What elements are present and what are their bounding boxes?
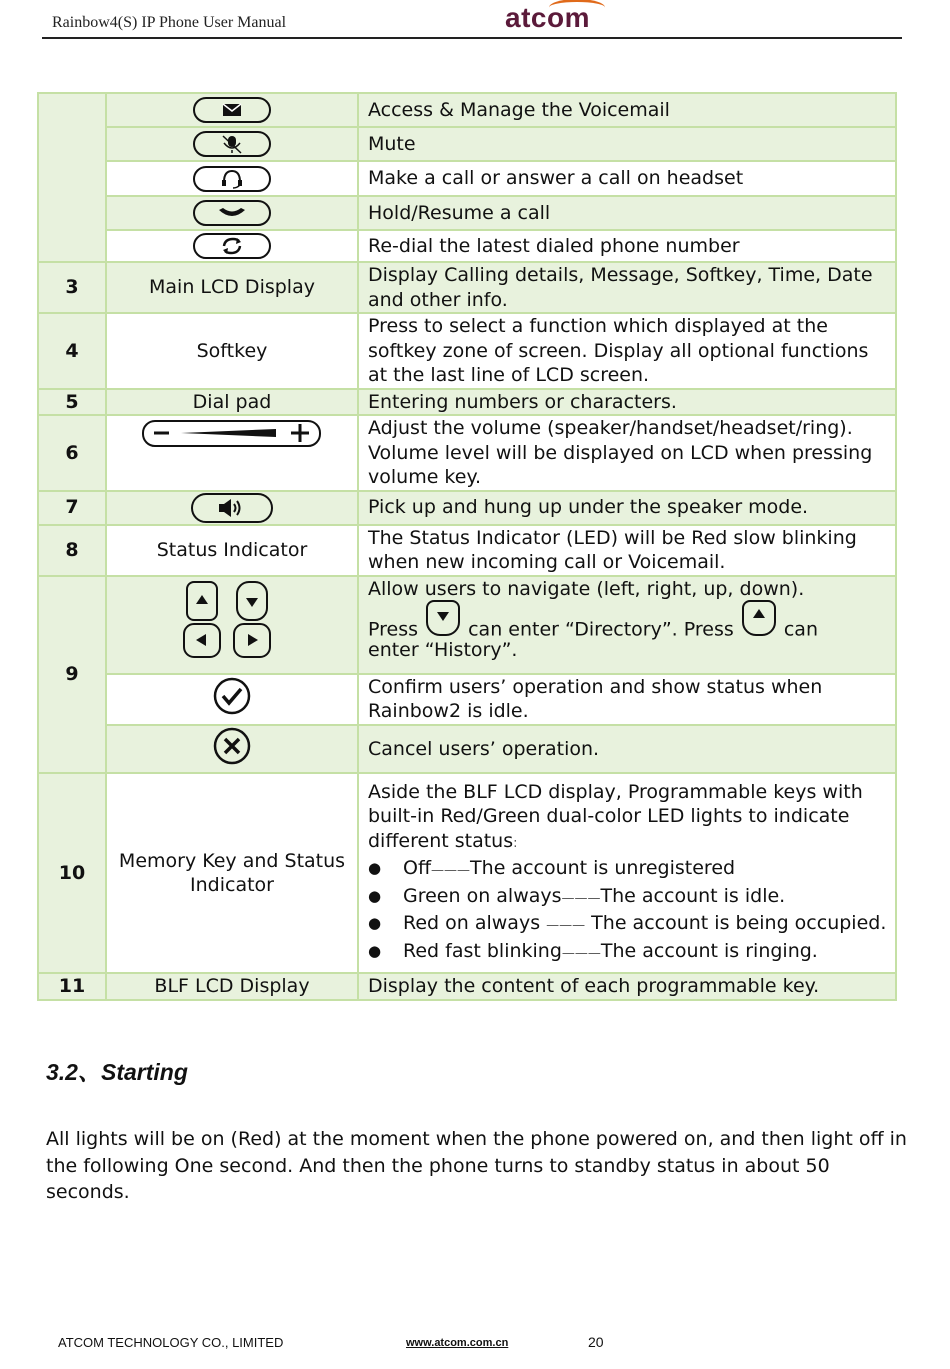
table-row: [38, 161, 896, 196]
table-row: [38, 525, 896, 576]
volume-key: [106, 415, 358, 491]
speaker-key: [106, 491, 358, 525]
press-line: [368, 612, 889, 648]
confirm-desc: Confirm users’ operation and show status when Rainbow2 is idle.: [358, 674, 896, 725]
row-number: 5: [38, 389, 106, 416]
atcom-logo: atcom: [505, 2, 590, 34]
press-label: Press: [368, 618, 419, 641]
footer-url-link[interactable]: www.atcom.com.cn: [406, 1337, 509, 1349]
headset-key: [106, 161, 358, 196]
list-item: ● Red on always ——— The account is being occupied.: [368, 911, 889, 939]
down-key-icon: [426, 600, 460, 636]
row-number: 8: [38, 525, 106, 576]
memory-key-desc: [358, 773, 896, 973]
row-number: 4: [38, 313, 106, 389]
navigation-keys: [106, 576, 358, 674]
row-number: 9: [38, 576, 106, 774]
table-row: [38, 491, 896, 525]
table-row: [38, 415, 896, 491]
header-rule: [42, 37, 902, 39]
table-row: [38, 313, 896, 389]
can-text: can: [783, 618, 818, 641]
row-number: 11: [38, 973, 106, 1000]
up-key-icon: [742, 600, 776, 636]
table-row: [38, 127, 896, 161]
redial-key: [106, 230, 358, 262]
status-list: [368, 856, 889, 966]
cancel-x-icon: [212, 726, 252, 766]
table-row: [38, 196, 896, 230]
mute-icon: [193, 131, 271, 157]
component-desc: Adjust the volume (speaker/handset/headset/ring). Volume level will be displayed on LCD when pressing volume key.: [358, 415, 896, 491]
table-row: [38, 389, 896, 416]
hold-key: [106, 196, 358, 230]
redial-icon: [193, 233, 271, 259]
component-desc: Display Calling details, Message, Softkey, Time, Date and other info.: [358, 262, 896, 313]
directory-text: can enter “Directory”. Press: [468, 618, 734, 641]
manual-title: Rainbow4(S) IP Phone User Manual: [52, 14, 287, 31]
component-name: Memory Key and Status Indicator: [106, 773, 358, 973]
component-name: Dial pad: [106, 389, 358, 416]
list-item: ● Red fast blinking———The account is ringing.: [368, 939, 889, 967]
confirm-check-icon: [212, 676, 252, 716]
redial-desc: Re-dial the latest dialed phone number: [358, 230, 896, 262]
memory-key-intro: Aside the BLF LCD display, Programmable keys with built-in Red/Green dual-color LED lights to indicate different status:: [368, 780, 863, 852]
table-row: [38, 576, 896, 674]
function-table: [37, 92, 897, 1001]
navigation-text: Allow users to navigate (left, right, up, down).: [368, 577, 805, 600]
table-row: [38, 725, 896, 774]
table-row: [38, 674, 896, 725]
row-number: 3: [38, 262, 106, 313]
row-number: 10: [38, 773, 106, 973]
history-text: enter “History”.: [368, 639, 518, 661]
headset-icon: [193, 166, 271, 192]
component-desc: The Status Indicator (LED) will be Red slow blinking when new incoming call or Voicemail.: [358, 525, 896, 576]
row-number: 7: [38, 491, 106, 525]
table-row: [38, 230, 896, 262]
component-name: Softkey: [106, 313, 358, 389]
page-number: 20: [588, 1334, 604, 1350]
component-desc: Entering numbers or characters.: [358, 389, 896, 416]
confirm-key: [106, 674, 358, 725]
navigation-desc: [358, 576, 896, 674]
table-row: [38, 973, 896, 1000]
voicemail-key: [106, 93, 358, 127]
envelope-icon: [193, 97, 271, 123]
list-item: ● Green on always———The account is idle.: [368, 884, 889, 912]
component-name: BLF LCD Display: [106, 973, 358, 1000]
voicemail-desc: Access & Manage the Voicemail: [358, 93, 896, 127]
row-number: 6: [38, 415, 106, 491]
component-name: Status Indicator: [106, 525, 358, 576]
cancel-desc: Cancel users’ operation.: [358, 725, 896, 774]
table-row: [38, 93, 896, 127]
handset-icon: [193, 200, 271, 226]
table-row: [38, 773, 896, 973]
navigation-arrows-icon: [182, 578, 282, 664]
table-row: [38, 262, 896, 313]
cancel-key: [106, 725, 358, 774]
component-desc: Press to select a function which displayed at the softkey zone of screen. Display all optional functions at the last line of LCD screen.: [358, 313, 896, 389]
row-number-blank: [38, 93, 106, 262]
list-item: ● Off———The account is unregistered: [368, 856, 889, 884]
mute-key: [106, 127, 358, 161]
component-desc: Pick up and hung up under the speaker mode.: [358, 491, 896, 525]
component-desc: Display the content of each programmable key.: [358, 973, 896, 1000]
hold-desc: Hold/Resume a call: [358, 196, 896, 230]
footer-company: ATCOM TECHNOLOGY CO., LIMITED: [58, 1335, 284, 1350]
mute-desc: Mute: [358, 127, 896, 161]
section-title: 3.2、Starting: [46, 1059, 188, 1085]
headset-desc: Make a call or answer a call on headset: [358, 161, 896, 196]
component-name: Main LCD Display: [106, 262, 358, 313]
volume-icon: [141, 419, 323, 456]
speaker-icon: [191, 493, 273, 523]
starting-paragraph: All lights will be on (Red) at the moment when the phone powered on, and then light off in the following One second. And then the phone turns to standby status in about 50 seconds.: [46, 1128, 907, 1203]
